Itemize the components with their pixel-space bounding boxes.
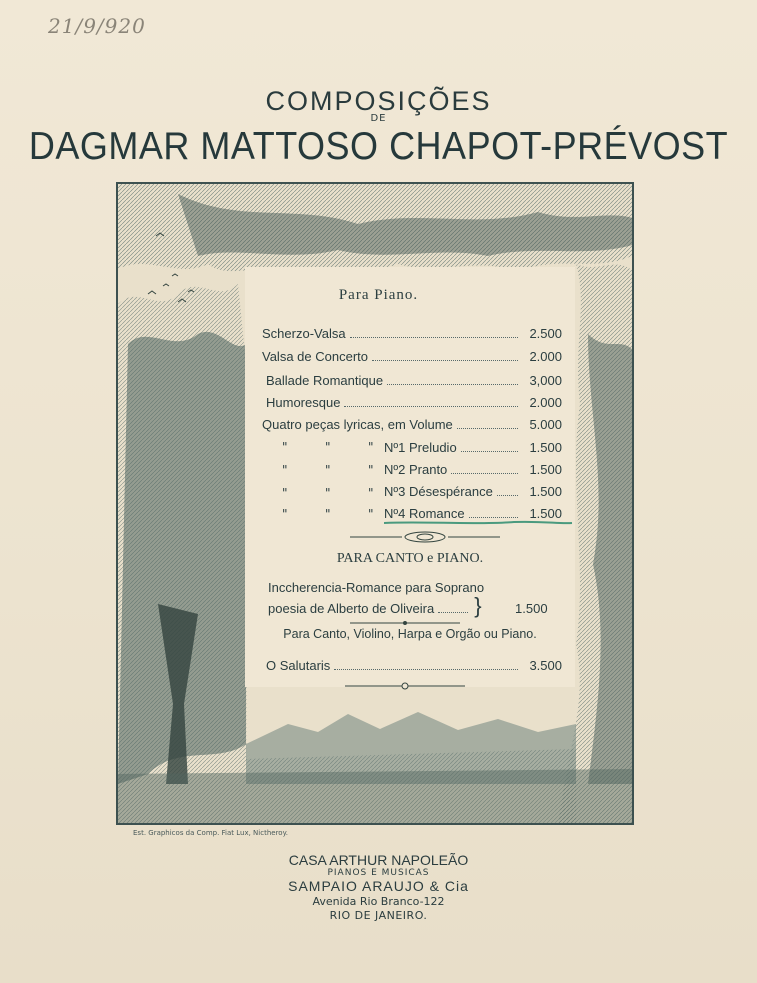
- list-item: [266, 395, 562, 410]
- leader-dots: [451, 472, 518, 474]
- heading-para-piano: Para Piano.: [338, 287, 419, 303]
- end-divider: [345, 682, 465, 690]
- leader-dots: [457, 427, 518, 429]
- canto-item-line2: [268, 593, 562, 618]
- list-item: [384, 506, 562, 521]
- list-item: [262, 349, 562, 364]
- ditto-mark: ": [325, 440, 331, 454]
- small-divider: [350, 620, 460, 626]
- subheading-canto-violino: Para Canto, Violino, Harpa e Orgão ou Piano.: [283, 627, 537, 641]
- item-title: Nº3 Désespérance: [384, 484, 493, 499]
- item-price: 3,000: [529, 373, 562, 388]
- list-item: [262, 417, 562, 432]
- leader-dots: [334, 668, 518, 670]
- item-title: Ballade Romantique: [266, 373, 384, 388]
- brace: }: [474, 593, 482, 618]
- ditto-mark: ": [325, 463, 331, 477]
- item-title: Humoresque: [266, 395, 341, 410]
- title-composicoes: COMPOSIÇÕES: [265, 86, 492, 116]
- item-price: 2.500: [529, 326, 562, 341]
- item-price: 2.000: [529, 349, 562, 364]
- publisher-company: SAMPAIO ARAUJO & Cia: [288, 878, 469, 894]
- ditto-mark: ": [282, 440, 288, 454]
- ditto-mark: ": [325, 507, 331, 521]
- publisher-name: CASA ARTHUR NAPOLEÃO: [288, 852, 469, 868]
- ditto-mark: ": [282, 507, 288, 521]
- list-item: [384, 440, 562, 455]
- ditto-mark: ": [368, 486, 374, 500]
- leader-dots: [497, 494, 518, 496]
- publisher-city: RIO DE JANEIRO.: [329, 909, 428, 922]
- item-price: 1.500: [529, 506, 562, 521]
- item-price: 2.000: [529, 395, 562, 410]
- item-title: Valsa de Concerto: [262, 349, 368, 364]
- leader-dots: [350, 336, 518, 338]
- list-item: [384, 484, 562, 499]
- leader-dots: [344, 405, 518, 407]
- item-title: Nº2 Pranto: [384, 462, 448, 477]
- publisher-address: Avenida Rio Branco-122: [312, 895, 445, 908]
- leader-dots: [387, 383, 518, 385]
- leader-dots: [461, 450, 518, 452]
- ditto-mark: ": [368, 463, 374, 477]
- ditto-mark: ": [282, 463, 288, 477]
- ditto-mark: ": [368, 507, 374, 521]
- engraver-credit: Est. Graphicos da Comp. Fiat Lux, Nictheroy.: [133, 829, 288, 837]
- ornament-divider: [350, 530, 500, 544]
- leader-dots: [372, 359, 518, 361]
- item-price: 5.000: [529, 417, 562, 432]
- list-item: [266, 658, 562, 673]
- ditto-mark: ": [282, 486, 288, 500]
- composer-name: DAGMAR MATTOSO CHAPOT-PRÉVOST: [28, 123, 729, 168]
- canto-item-line1: [268, 580, 484, 595]
- item-price: 1.500: [529, 440, 562, 455]
- item-title: Nº4 Romance: [384, 506, 465, 521]
- item-price: 1.500: [515, 601, 548, 616]
- list-item: [266, 373, 562, 388]
- title-de: DE: [370, 113, 387, 124]
- item-title: Nº1 Preludio: [384, 440, 457, 455]
- item-title: Inccherencia-Romance para Soprano: [268, 580, 485, 595]
- ditto-mark: ": [368, 440, 374, 454]
- leader-dots: [469, 516, 518, 518]
- leader-dots: [438, 611, 468, 613]
- item-title: Quatro peças lyricas, em Volume: [262, 417, 453, 432]
- list-item: [262, 326, 562, 341]
- ditto-mark: ": [325, 486, 331, 500]
- item-price: 3.500: [529, 658, 562, 673]
- publisher-tagline: PIANOS E MUSICAS: [327, 868, 430, 878]
- item-price: 1.500: [529, 462, 562, 477]
- heading-para-canto: PARA CANTO e PIANO.: [336, 551, 484, 566]
- item-subtitle: poesia de Alberto de Oliveira: [268, 601, 435, 616]
- item-title: O Salutaris: [266, 658, 331, 673]
- item-title: Scherzo-Valsa: [262, 326, 346, 341]
- pencil-underline: [384, 520, 574, 526]
- item-price: 1.500: [529, 484, 562, 499]
- pencil-date-note: 21/9/920: [48, 14, 146, 38]
- list-item: [384, 462, 562, 477]
